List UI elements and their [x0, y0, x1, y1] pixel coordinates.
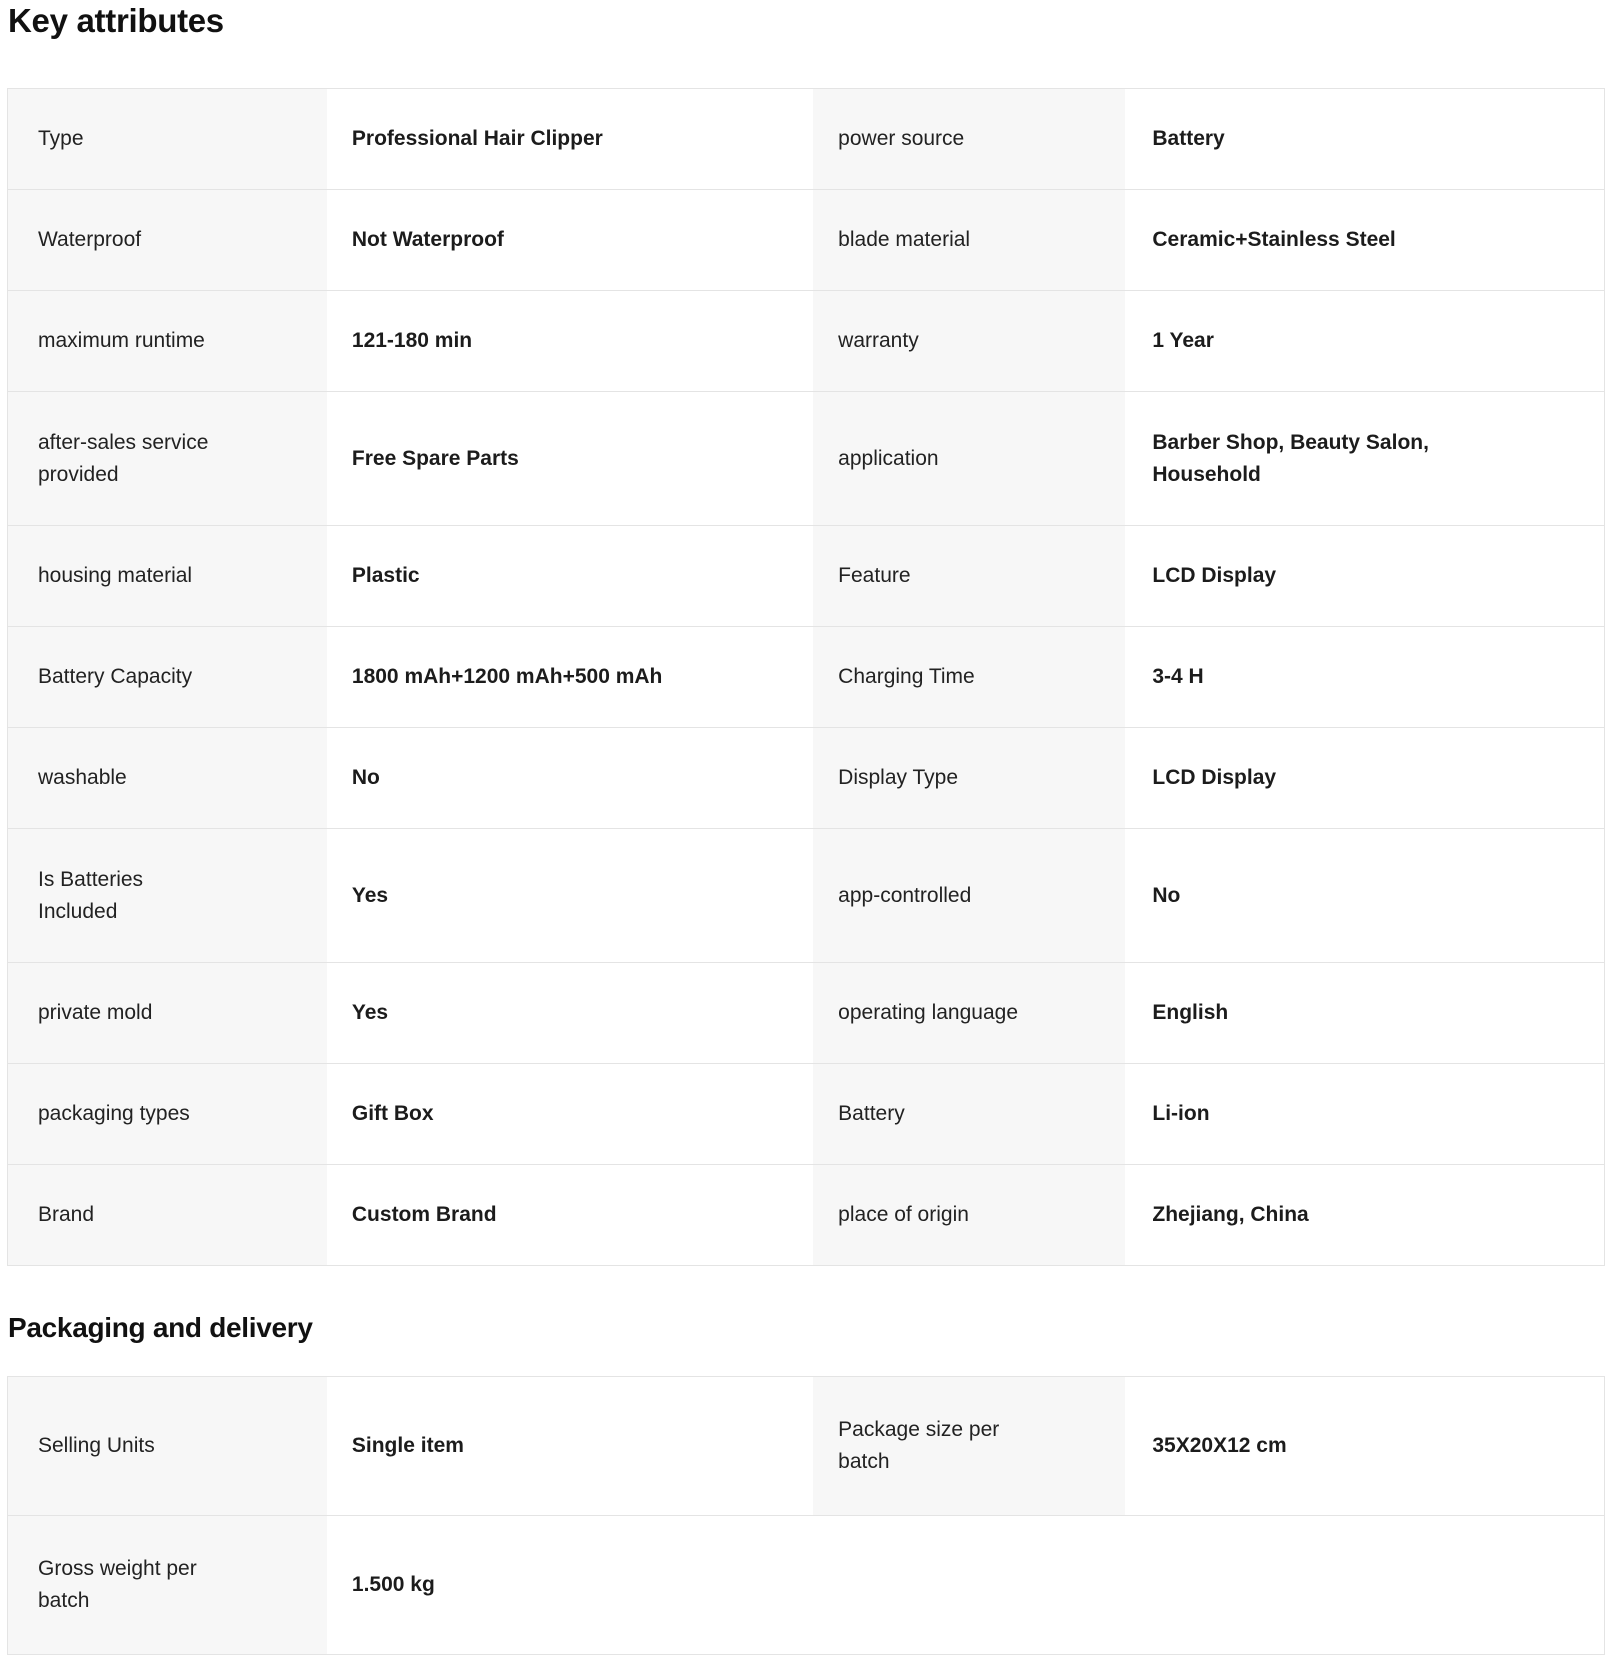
attr-value-cell: Single item: [327, 1377, 813, 1516]
attr-row: [8, 1165, 1605, 1266]
attr-row: [8, 1064, 1605, 1165]
attr-label-cell: Feature: [813, 526, 1125, 627]
attr-label-cell: operating language: [813, 963, 1125, 1064]
attr-label-cell: maximum runtime: [8, 291, 327, 392]
attr-label-cell: power source: [813, 89, 1125, 190]
attr-label-cell: packaging types: [8, 1064, 327, 1165]
attr-value-cell: 121-180 min: [327, 291, 813, 392]
attr-value-cell: Gift Box: [327, 1064, 813, 1165]
attr-value-cell: No: [327, 728, 813, 829]
attr-value-cell: Yes: [327, 829, 813, 963]
key-attributes-table: [7, 88, 1605, 1266]
packaging-delivery-title: Packaging and delivery: [8, 1312, 313, 1343]
attr-row: [8, 526, 1605, 627]
attr-value-cell: 1800 mAh+1200 mAh+500 mAh: [327, 627, 813, 728]
attr-value-cell: Custom Brand: [327, 1165, 813, 1266]
attr-value-cell: 1 Year: [1125, 291, 1604, 392]
attr-label-cell: warranty: [813, 291, 1125, 392]
attr-value-cell: LCD Display: [1125, 728, 1604, 829]
attr-value-cell: English: [1125, 963, 1604, 1064]
attr-value-cell: Plastic: [327, 526, 813, 627]
attr-label-cell: Waterproof: [8, 190, 327, 291]
attr-value-cell: Barber Shop, Beauty Salon, Household: [1125, 392, 1604, 526]
attr-value-cell: 35X20X12 cm: [1125, 1377, 1604, 1516]
attr-label-cell: Display Type: [813, 728, 1125, 829]
attr-label-cell: washable: [8, 728, 327, 829]
attr-label-cell: Battery: [813, 1064, 1125, 1165]
attr-label-cell: Gross weight per batch: [8, 1516, 327, 1655]
attr-row: [8, 963, 1605, 1064]
attr-value-cell: Not Waterproof: [327, 190, 813, 291]
attr-row: [8, 1377, 1605, 1516]
attr-value-cell: 3-4 H: [1125, 627, 1604, 728]
attr-value-cell: Yes: [327, 963, 813, 1064]
attr-row: [8, 392, 1605, 526]
attr-label-cell: Brand: [8, 1165, 327, 1266]
attr-label-cell: blade material: [813, 190, 1125, 291]
attr-label-cell: application: [813, 392, 1125, 526]
attr-label-cell: private mold: [8, 963, 327, 1064]
attr-value-cell: Zhejiang, China: [1125, 1165, 1604, 1266]
attr-value-cell: Li-ion: [1125, 1064, 1604, 1165]
attr-value-cell: Battery: [1125, 89, 1604, 190]
attr-value-cell: 1.500 kg: [327, 1516, 813, 1655]
attr-value-cell: Ceramic+Stainless Steel: [1125, 190, 1604, 291]
attr-value-cell: LCD Display: [1125, 526, 1604, 627]
attr-row: [8, 89, 1605, 190]
attr-label-cell: place of origin: [813, 1165, 1125, 1266]
attr-label-cell: Package size per batch: [813, 1377, 1125, 1516]
attr-row: [8, 190, 1605, 291]
attr-label-cell: Selling Units: [8, 1377, 327, 1516]
attr-row: [8, 1516, 1605, 1655]
attr-label-cell: Battery Capacity: [8, 627, 327, 728]
attr-label-cell: after-sales service provided: [8, 392, 327, 526]
attr-row: [8, 829, 1605, 963]
attr-label-cell: Is Batteries Included: [8, 829, 327, 963]
attr-label-cell: Type: [8, 89, 327, 190]
attr-label-cell: housing material: [8, 526, 327, 627]
key-attributes-title: Key attributes: [8, 2, 224, 39]
attr-label-cell: app-controlled: [813, 829, 1125, 963]
attr-label-cell: Charging Time: [813, 627, 1125, 728]
attr-value-cell: Professional Hair Clipper: [327, 89, 813, 190]
attr-row: [8, 728, 1605, 829]
packaging-delivery-table: [7, 1376, 1605, 1655]
attr-value-cell: Free Spare Parts: [327, 392, 813, 526]
attr-row: [8, 627, 1605, 728]
attr-row: [8, 291, 1605, 392]
attr-value-cell: No: [1125, 829, 1604, 963]
empty-cell: [813, 1516, 1604, 1655]
